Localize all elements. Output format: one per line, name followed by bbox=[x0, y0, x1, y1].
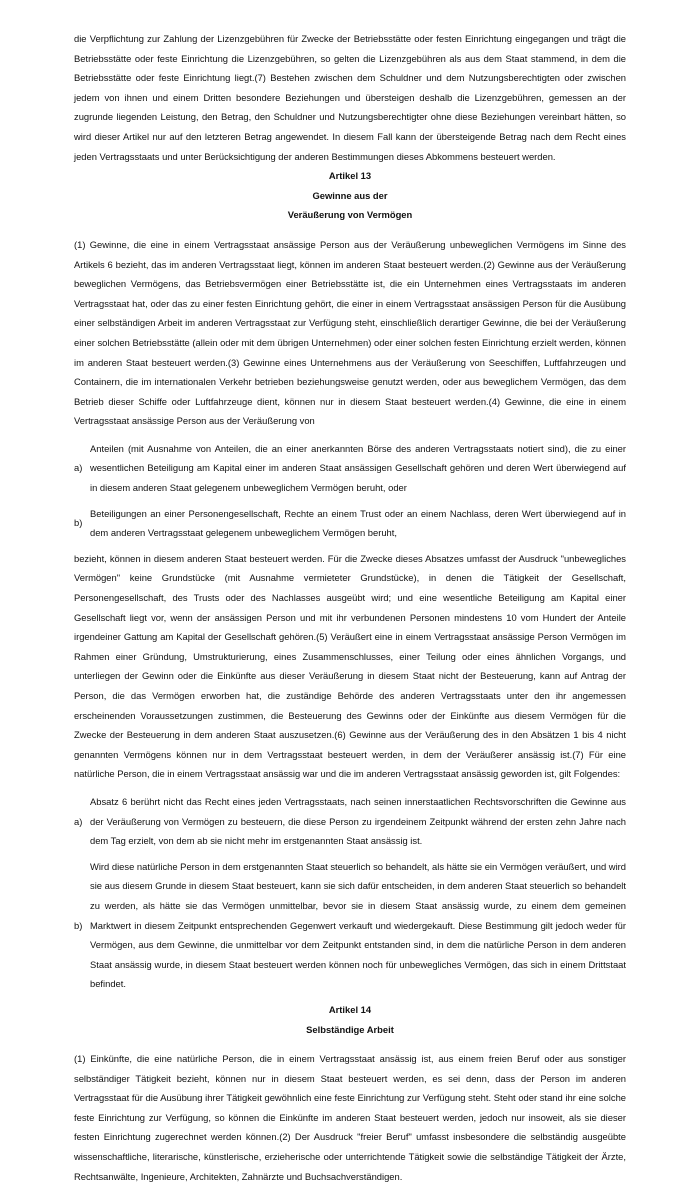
article-13-title-line1: Gewinne aus der bbox=[312, 189, 388, 201]
list-item bbox=[74, 439, 626, 498]
article-14-title: Selbständige Arbeit bbox=[306, 1023, 394, 1035]
article-13-paragraph-2: bezieht, können in diesem anderen Staat besteuert werden. Für die Zwecke dieses Absatzes umfasst der Ausdruck "unbewegliches Vermögen" keine Grundstücke (mit Ausnahme vermieteter Grundstücke), in denen die Tätigkeit der Gesellschaft, Personengesellschaft, des Trusts oder des Nachlasses ausgeübt wird; und eine wesentliche Beteiligung am Kapital einer Gesellschaft liegt vor, wenn der ansässigen Person und mit ihr verbundenen Personen mindestens 10 vom Hundert der Anteile irgendeiner Gattung am Kapital der Gesellschaft gehören.(5) Veräußert eine in einem Vertragsstaat ansässige Person Vermögen im Rahmen einer Gründung, Umstrukturierung, eines Zusammenschlusses, einer Teilung oder eines ähnlichen Vorgangs, und unterliegen der Gewinn oder die Einkünfte aus dieser Veräußerung in diesem Staat nicht der Besteuerung, kann auf Antrag der Person, die das Vermögen erworben hat, die zuständige Behörde des anderen Vertragsstaats unter den ihr angemessen erscheinenden Voraussetzungen zustimmen, die Besteuerung des Gewinns oder der Einkünfte aus diesem Vermögen für die Zwecke der Besteuerung in dem anderen Staat auszusetzen.(6) Gewinne aus der Veräußerung des in den Absätzen 1 bis 4 nicht genannten Vermögens können nur in dem Vertragsstaat besteuert werden, in dem der Veräußerer ansässig ist.(7) Für eine natürliche Person, die in einem Vertragsstaat ansässig war und die im anderen Vertragsstaat ansässig geworden ist, gilt Folgendes: bbox=[74, 552, 626, 780]
list-marker: b) bbox=[74, 919, 83, 931]
list-item-text: Absatz 6 berührt nicht das Recht eines jeden Vertragsstaats, nach seinen innerstaatlichen Rechtsvorschriften die Gewinne aus der Veräußerung von Vermögen zu besteuern, die diese Person zu irgendeinem Zeitpunkt während der ersten zehn Jahre nach dem Tag erzielt, von dem ab sie nicht mehr im erstgenannten Staat ansässig ist. bbox=[90, 795, 626, 847]
article-14-number: Artikel 14 bbox=[328, 1003, 372, 1015]
article-13-paragraph-1: (1) Gewinne, die eine in einem Vertragsstaat ansässige Person aus der Veräußerung unbeweglichen Vermögens im Sinne des Artikels 6 bezieht, das im anderen Vertragsstaat liegt, können im anderen Staat besteuert werden.(2) Gewinne aus der Veräußerung beweglichen Vermögens, das Betriebsvermögen einer Betriebsstätte ist, die ein Unternehmen eines Vertragsstaats im anderen Vertragsstaat hat, oder das zu einer festen Einrichtung gehört, die einer in einem Vertragsstaat ansässigen Person für die Ausübung einer selbständigen Arbeit im anderen Vertragsstaat zur Verfügung steht, einschließlich derartiger Gewinne, die bei der Veräußerung einer solchen Betriebsstätte (allein oder mit dem übrigen Unternehmen) oder einer solchen festen Einrichtung erzielt werden, können im anderen Staat besteuert werden.(3) Gewinne eines Unternehmens aus der Veräußerung von Seeschiffen, Luftfahrzeugen und Containern, die im internationalen Verkehr betrieben beziehungsweise genutzt werden, oder aus beweglichem Vermögen, das dem Betrieb dieser Schiffe oder Luftfahrzeuge dient, können nur in diesem Staat besteuert werden.(4) Gewinne, die eine in einem Vertragsstaat ansässige Person aus der Veräußerung von bbox=[74, 238, 626, 427]
article-14-paragraph-1: (1) Einkünfte, die eine natürliche Person, die in einem Vertragsstaat ansässig ist, aus einem freien Beruf oder aus sonstiger selbständiger Tätigkeit bezieht, können nur in diesem Staat besteuert werden, es sei denn, dass der Person im anderen Vertragsstaat für die Ausübung ihrer Tätigkeit gewöhnlich eine feste Einrichtung zur Verfügung steht. Steht oder stand ihr eine solche feste Einrichtung zur Verfügung, so können die Einkünfte im anderen Staat besteuert werden, jedoch nur insoweit, als sie dieser festen Einrichtung zugerechnet werden können.(2) Der Ausdruck "freier Beruf" umfasst insbesondere die selbständig ausgeübte wissenschaftliche, literarische, künstlerische, erzieherische oder unterrichtende Tätigkeit sowie die selbständige Tätigkeit der Ärzte, Rechtsanwälte, Ingenieure, Architekten, Zahnärzte und Buchsachverständigen. bbox=[74, 1053, 626, 1182]
list-item-text: Wird diese natürliche Person in dem erstgenannten Staat steuerlich so behandelt, als hätte sie ein Vermögen veräußert, und wird sie aus diesem Grunde in diesem Staat besteuert, kann sie sich dafür entscheiden, in dem anderen Staat steuerlich so behandelt zu werden, als hätte sie das Vermögen unmittelbar, bevor sie in diesem Staat ansässig wurde, zu einem dem gemeinen Marktwert in diesem Zeitpunkt entsprechenden Gegenwert verkauft und wiedergekauft. Diese Bestimmung gilt jedoch weder für Vermögen, aus dem Gewinne, die unmittelbar vor dem Zeitpunkt entstanden sind, in dem die natürliche Person in dem anderen Staat ansässig wurde, in diesem Staat besteuert werden können noch für unbewegliches Vermögen, das sich in einem Drittstaat befindet. bbox=[90, 860, 626, 990]
article-13-list-1 bbox=[74, 439, 626, 543]
list-marker: a) bbox=[74, 462, 83, 474]
list-item-text: Beteiligungen an einer Personengesellschaft, Rechte an einem Trust oder an einem Nachlass, deren Wert überwiegend auf in dem anderen Vertragsstaat gelegenem unbeweglichem Vermögen beruht, bbox=[90, 507, 626, 539]
article-14-heading bbox=[74, 1000, 626, 1039]
list-item-text: Anteilen (mit Ausnahme von Anteilen, die an einer anerkannten Börse des anderen Vertragsstaats notiert sind), die zu einer wesentlichen Beteiligung am Kapital einer im anderen Staat ansässigen Gesellschaft gehören und deren Wert überwiegend auf in diesem anderen Staat gelegenem unbeweglichem Vermögen beruht, oder bbox=[90, 442, 626, 494]
article-13-number: Artikel 13 bbox=[328, 170, 372, 182]
intro-paragraph: die Verpflichtung zur Zahlung der Lizenzgebühren für Zwecke der Betriebsstätte oder festen Einrichtung eingegangen und trägt die Betriebsstätte oder feste Einrichtung die Lizenzgebühren, so gelten die Lizenzgebühren als aus dem Staat stammend, in dem die Betriebsstätte oder feste Einrichtung liegt.(7) Bestehen zwischen dem Schuldner und dem Nutzungsberechtigten oder zwischen jedem von ihnen und einem Dritten besondere Beziehungen und übersteigen deshalb die Lizenzgebühren, gemessen an der zugrunde liegenden Leistung, den Betrag, den Schuldner und Nutzungsberechtigter ohne diese Beziehungen vereinbart hätten, so wird dieser Artikel nur auf den letzteren Betrag angewendet. In diesem Fall kann der übersteigende Betrag nach dem Recht eines jeden Vertragsstaats und unter Berücksichtigung der anderen Bestimmungen dieses Abkommens besteuert werden. bbox=[74, 33, 626, 162]
list-item bbox=[74, 792, 626, 851]
list-marker: b) bbox=[74, 517, 83, 529]
list-marker: a) bbox=[74, 815, 83, 827]
list-item bbox=[74, 504, 626, 543]
article-13-list-2 bbox=[74, 792, 626, 994]
article-13-heading bbox=[74, 166, 626, 225]
list-item bbox=[74, 857, 626, 994]
article-13-title-line2: Veräußerung von Vermögen bbox=[287, 209, 413, 221]
